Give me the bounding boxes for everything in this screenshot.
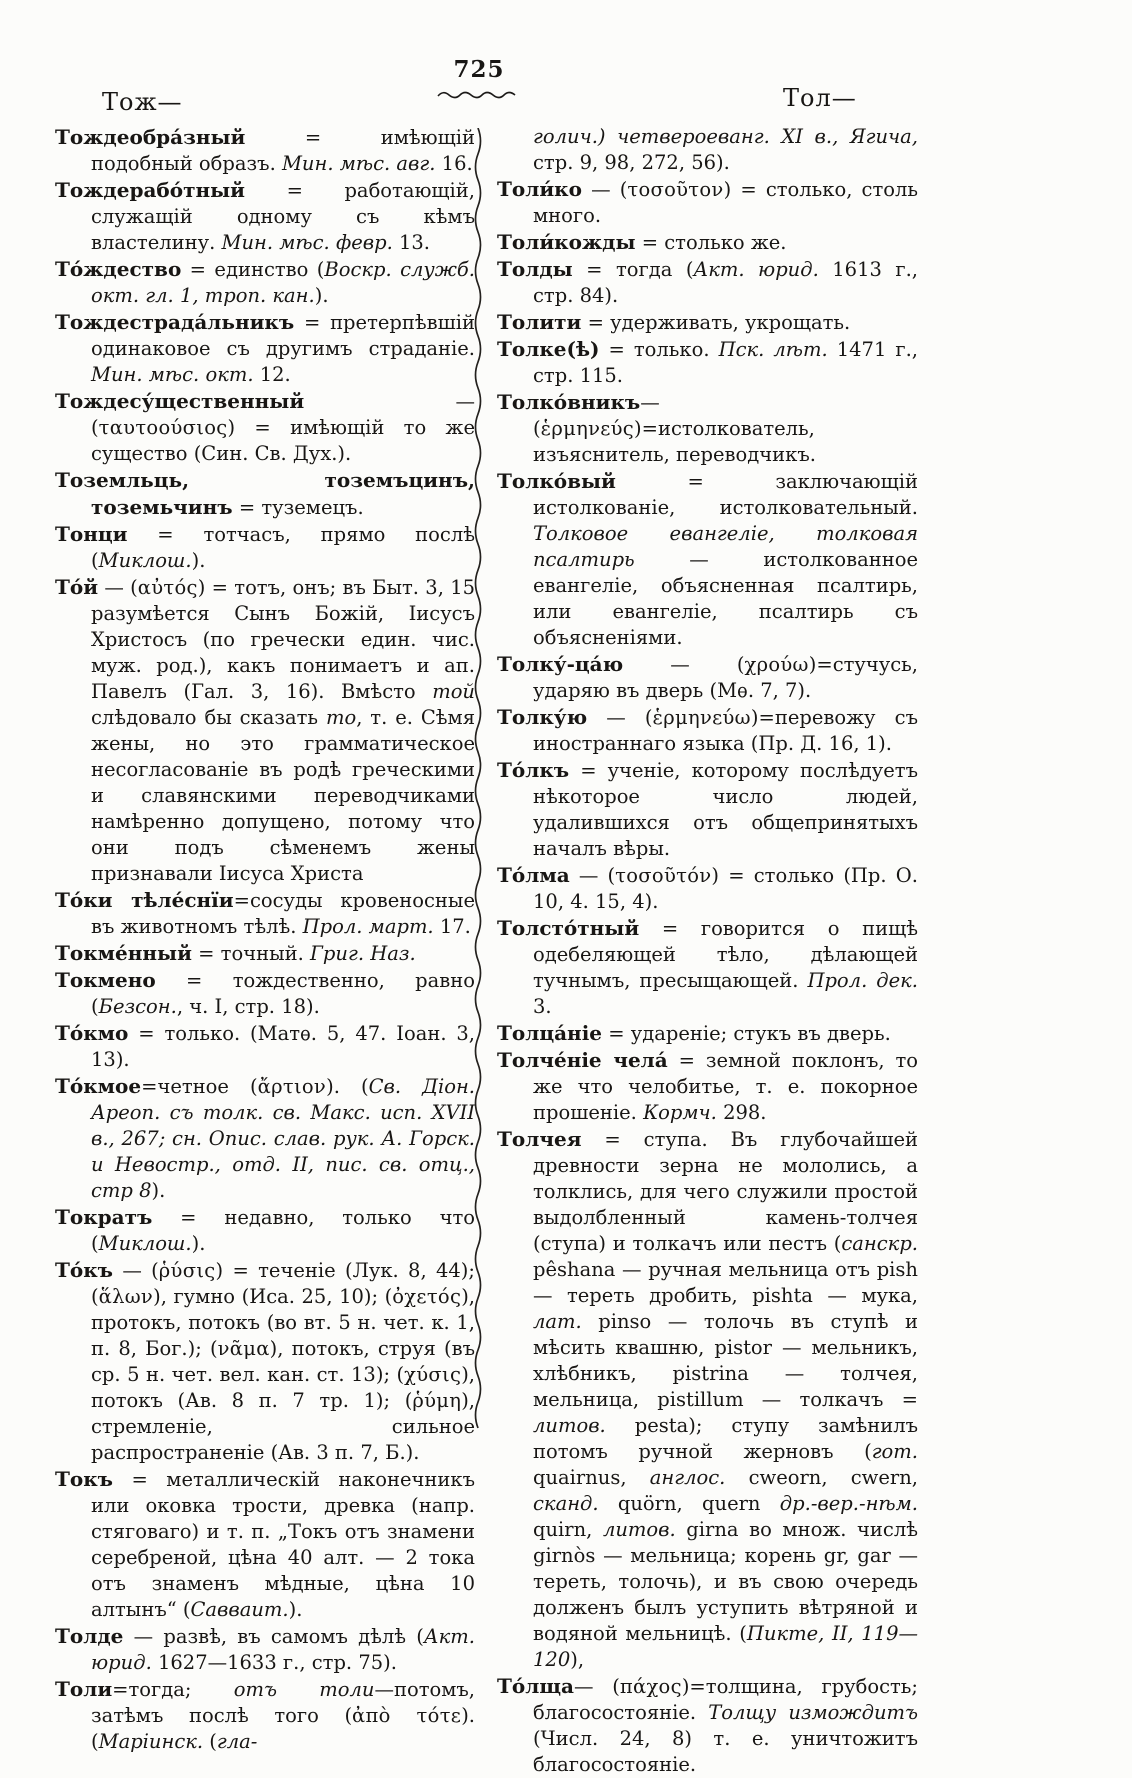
entry-text: = тотчасъ, прямо послѣ ( [91,523,475,572]
dictionary-entry [497,1126,918,1673]
citation-text: Миклош. [98,1232,192,1255]
entry-text: ). [191,1232,206,1255]
entry-text: ) = тотъ, онъ; въ Быт. 3, 15 разумѣется Сынъ Божій, Іисусъ Христосъ (по гречески един. чис. муж. род.), какъ понимаетъ и ап. Павелъ (Гал. 3, 16). Вмѣсто [91,576,476,703]
greek-text: ἑρμηνεύς [540,417,635,440]
entry-text: (Числ. 24, 8) т. е. уничтожитъ благосостояніе. [533,1727,918,1776]
dictionary-entry [55,967,475,1020]
column-header-left: Тож— [102,88,183,116]
entry-text: =четное ( [141,1075,258,1098]
headword: То́ждество [55,257,182,281]
entry-text: — ( [623,653,745,676]
greek-text: χύσις [404,1363,462,1386]
greek-text: ἅλων [98,1285,154,1308]
entry-text: 298. [716,1101,767,1124]
citation-text: Савваит. [190,1598,289,1621]
dictionary-entry [497,651,918,704]
greek-text: νᾶμα [217,1337,270,1360]
citation-text: литов. [602,1518,676,1541]
entry-text: = тождественно, равно ( [91,969,475,1018]
entry-text: pêshana — ручная мельница отъ pish — тереть дробить, pishta — мука, [533,1258,918,1307]
entry-text: — ( [113,1259,159,1282]
entry-text: ) = имѣющій то же существо (Син. Св. Дух.). [91,416,475,465]
entry-text: — ( [569,864,616,887]
dictionary-entry [497,915,918,1020]
dictionary-entry [497,1047,918,1126]
dictionary-entry [55,1623,475,1676]
headword: Толца́ніе [497,1021,603,1045]
citation-text: Миклош. [98,549,192,572]
citation-text: Прол. март. [302,915,434,938]
dictionary-entry [55,1020,475,1073]
entry-text: = ступа. Въ глубочайшей древности зерна не мололись, а толклись, для чего служили простой выдолбленный камень-толчея (ступа) и толкачъ или пестъ ( [533,1128,918,1255]
entry-text: — ( [533,391,660,440]
dictionary-entry [55,574,475,887]
entry-text: = претерпѣвшій одинаковое съ другимъ страданіе. [91,311,475,360]
greek-text: ταυτοούσιος [98,416,228,439]
entry-text: = тогда ( [572,258,694,281]
dictionary-entry [55,124,475,177]
headword: Толче́ніе чела́ [497,1048,668,1072]
headword: Тоземльць, тоземъцинъ, тоземьчинъ [55,468,475,519]
citation-text: англос. [649,1466,726,1489]
dictionary-entry [497,336,918,389]
dictionary-entry [497,256,918,309]
entry-text: , ч. I, стр. 18). [176,995,320,1018]
citation-text: сканд. [533,1492,599,1515]
entry-text: ). [288,1598,303,1621]
dictionary-entry [497,389,918,468]
entry-text: слѣдовало бы сказать [91,706,326,729]
entry-text: ), потокъ (Ав. 8 п. 7 тр. 1); ( [91,1363,475,1412]
entry-text: 3. [533,995,552,1018]
citation-text: Св. Діон. Ареоп. съ толк. св. Макс. исп. XVII в., 267; сн. Опис. слав. рук. А. Горск. и Невостр., отд. II, пис. св. отц., стр 8 [91,1075,475,1202]
citation-text: Маріинск. [98,1730,204,1753]
citation-text: др.-вер.-нѣм. [779,1492,918,1515]
entry-text: =тогда; [112,1678,234,1701]
headword: Толку́-ца́ю [497,652,624,676]
headword: Тождеобра́зный [55,125,246,149]
column-right [497,124,918,1778]
dictionary-entry [497,862,918,915]
citation-text: Прол. дек. [807,969,918,992]
entry-text: = земной поклонъ, то же что челобитье, т. е. покорное прошеніе. [533,1049,918,1124]
entry-text: ), стремленіе, сильное распространеніе (Ав. 3 п. 7, Б.). [91,1389,475,1464]
dictionary-entry [55,887,475,940]
headword: Толити [497,310,582,334]
entry-text: ), протокъ, потокъ (во вт. 5 н. чет. к. 1, п. 8, Бог.); ( [91,1285,475,1360]
entry-text: 1627—1633 г., стр. 75). [151,1651,397,1674]
entry-text: ). ( [326,1075,369,1098]
citation-text: гот. [871,1440,918,1463]
entry-text: )=истолкователь, изъяснитель, переводчикъ. [533,417,816,466]
headword: То́й [55,575,99,599]
citation-text: Толковое евангеліе, толковая псалтирь [533,522,918,571]
entry-text: — ( [91,390,475,439]
headword: Толку́ю [497,705,588,729]
headword: Токъ [55,1467,114,1491]
headword: Толке(ѣ) [497,337,600,361]
entry-text: — ( [98,576,138,599]
headword: То́лма [497,863,570,887]
headword: Токмено [55,968,156,992]
entry-text: = туземецъ. [232,496,364,519]
headword: Тождерабо́тный [55,178,246,202]
entry-text: ), [570,1648,585,1671]
entry-text: 16. [435,152,473,175]
entry-text: pesta); ступу замѣнилъ потомъ ручной жерновъ ( [533,1414,918,1463]
entry-text: ( [203,1730,217,1753]
dictionary-entry [55,309,475,388]
greek-text: ῥύμη [412,1389,462,1412]
entry-text: ), потокъ, струя (въ ср. 5 н. чет. вел. кан. ст. 13); ( [91,1337,476,1386]
citation-text: гла- [216,1730,258,1753]
entry-text: = удареніе; стукъ въ дверь. [602,1022,891,1045]
citation-text: Воскр. служб. окт. гл. 1, троп. кан. [91,258,475,307]
headword: Тократъ [55,1205,153,1229]
entry-continuation [497,124,918,176]
entry-text: стр. 9, 98, 272, 56). [533,151,730,174]
entry-text: , т. е. Сѣмя жены, но это грамматическое несогласованіе въ родѣ греческими и славянскими переводчиками намѣренно допущено, потому что они подъ сѣменемъ жены признавали Іисуса Христа [91,706,475,885]
headword: То́къ [55,1258,114,1282]
entry-text: = столько же. [635,231,787,254]
headword: Толи́ко [497,177,582,201]
column-header-right: Тол— [783,84,857,112]
citation-text: Пск. лѣт. [718,338,828,361]
headword: То́ки тѣле́снїи [55,888,234,912]
dictionary-entry [497,176,918,229]
entry-text: 17. [433,915,471,938]
dictionary-entry [497,1673,918,1778]
dictionary-entry [497,1020,918,1047]
entry-text: )=перевожу съ иностраннаго языка (Пр. Д. 16, 1). [533,706,918,755]
dictionary-entry [55,177,475,256]
headword: То́лща [497,1674,574,1698]
citation-text: Кормч. [643,1101,717,1124]
greek-text: ἑρμηνεύω [652,706,751,729]
column-divider-path [476,128,481,1428]
citation-text: Безсон. [98,995,177,1018]
greek-text: ῥύσις [158,1259,216,1282]
entry-text: — ( [581,178,628,201]
headword: То́кмо [55,1021,129,1045]
entry-text: = только. [599,338,719,361]
headword: Толи [55,1677,113,1701]
entry-text: )=стучусь, ударяю въ дверь (Мѳ. 7, 7). [533,653,918,702]
entry-text: ) = столько (Пр. О. 10, 4. 15, 4). [533,864,918,913]
citation-text: литов. [533,1414,606,1437]
headword: Толчея [497,1127,582,1151]
entry-text: — ( [587,706,653,729]
dictionary-entry [497,757,918,862]
entry-text: = только. (Матѳ. 5, 47. Іоан. 3, 13). [91,1022,475,1071]
dictionary-entry [55,1257,475,1466]
citation-text: лат. [533,1310,582,1333]
entry-text: 13. [392,231,431,254]
dictionary-entry [55,1466,475,1623]
dictionary-entry [497,309,918,336]
citation-text: Толщу измождитъ [708,1701,918,1724]
entry-text: cweorn, cwern, [725,1466,918,1489]
citation-text: Григ. Наз. [310,942,416,965]
entry-text: ), гумно (Иса. 25, 10); ( [153,1285,393,1308]
entry-text: —потомъ, затѣмъ послѣ того ( [91,1678,475,1727]
entry-text: = металлическій наконечникъ или оковка трости, древка (напр. стяговаго) и т. п. „Токъ отъ знамени серебреной, цѣна 40 алт. — 2 тока отъ знаменъ мѣдные, цѣна 10 алтынъ“ ( [91,1468,475,1621]
entry-text: quairnus, [533,1466,650,1489]
entry-text: ). [314,284,329,307]
entry-text: 1613 г., стр. 84). [533,258,918,307]
entry-text: girna во множ. числѣ girnòs — мельница; корень gr, gar — тереть, толочь), и въ свою очередь долженъ былъ уступить вѣтряной и водяной мельницѣ. ( [533,1518,918,1645]
entry-text: 12. [253,363,291,386]
dictionary-entry [55,388,475,467]
dictionary-entry [55,1073,475,1204]
greek-text: αὐτός [137,576,198,599]
headword: Тождестрада́льникъ [55,310,295,334]
citation-text: Мин. мѣс. авг. [281,152,436,175]
citation-text: отъ толи [233,1678,375,1701]
headword: То́лкъ [497,758,570,782]
citation-text: Акт. юрид. [91,1625,475,1674]
headword: Токме́нный [55,941,192,965]
entry-text: quirn, [533,1518,603,1541]
entry-text: = имѣющій подобный образъ. [91,126,475,175]
dictionary-entry [55,467,475,521]
page-number: 725 [453,56,505,83]
page-number-underline [436,89,524,101]
dictionary-entry [497,468,918,651]
greek-text: πάχος [619,1675,682,1698]
entry-text: pinso — толочь въ ступѣ и мѣсить квашню, pistor — мельникъ, хлѣбникъ, pistrina — толчея, мельница, pistillum — толкачъ = [533,1310,918,1411]
citation-text: Мин. мѣс. февр. [221,231,393,254]
entry-text: = единство ( [181,258,325,281]
dictionary-entry [55,940,475,967]
headword: Тонци [55,522,128,546]
entry-text: quörn, quern [598,1492,780,1515]
entry-text: =сосуды кровеносные въ животномъ тѣлѣ. [91,889,475,938]
headword: Тождесу́щественный [55,389,305,413]
greek-text: χρούω [744,653,809,676]
headword: Толде [55,1624,124,1648]
entry-text: 1471 г., стр. 115. [533,338,919,387]
column-left [55,124,475,1755]
citation-text: той [432,680,475,703]
headword: То́кмое [55,1074,142,1098]
dictionary-entry [55,1204,475,1257]
entry-text: = заключающій истолкованіе, истолковательный. [533,470,918,519]
entry-text: = работающій, служащій одному съ кѣмъ властелину. [91,179,475,254]
entry-text: — ( [573,1675,620,1698]
citation-text: Мин. мѣс. окт. [91,363,254,386]
greek-text: ἄρτιον [257,1075,327,1098]
dictionary-entry [55,256,475,309]
citation-text: санскр. [841,1232,918,1255]
entry-text: = точный. [191,942,311,965]
entry-text: ). [151,1179,166,1202]
greek-text: ἀπὸ τότε [352,1704,462,1727]
headword: Толсто́тный [497,916,640,940]
dictionary-entry [55,521,475,574]
headword: Толи́кожды [497,230,636,254]
dictionary-entry [497,229,918,256]
greek-text: τοσοῦτόν [615,864,712,887]
entry-text: = недавно, только что ( [91,1206,475,1255]
citation-text: Пикте, II, 119—120 [533,1622,918,1671]
headword: Толко́вый [497,469,616,493]
entry-text: )=толщина, грубость; благосостояніе. [533,1675,918,1724]
entry-text: ). [191,549,206,572]
dictionary-entry [497,704,918,757]
entry-text: — истолкованное евангеліе, объясненная псалтирь, или евангеліе, псалтирь съ объясненіями. [533,548,918,649]
entry-text: — развѣ, въ самомъ дѣлѣ ( [123,1625,424,1648]
dictionary-entry [55,1676,475,1755]
citation-text: голич.) четвероеванг. XI в., Ягича, [533,125,918,148]
greek-text: τοσοῦτον [627,178,724,201]
entry-text: ) = столько, столь много. [533,178,918,227]
greek-text: ὀχετός [392,1285,462,1308]
headword: Толды [497,257,573,281]
headword: Толко́вникъ [497,390,641,414]
citation-text: то [325,706,357,729]
entry-text: = удерживать, укрощать. [581,311,851,334]
entry-text: = говорится о пищѣ одебеляющей тѣло, дѣлающей тучнымъ, пресыщающей. [533,917,918,992]
entry-text: ). ( [91,1704,475,1753]
entry-text: ) = теченіе (Лук. 8, 44); ( [91,1259,475,1308]
entry-text: = ученіе, которому послѣдуетъ нѣкоторое число людей, удалившихся отъ общепринятыхъ началъ вѣры. [533,759,918,860]
citation-text: Акт. юрид. [693,258,819,281]
